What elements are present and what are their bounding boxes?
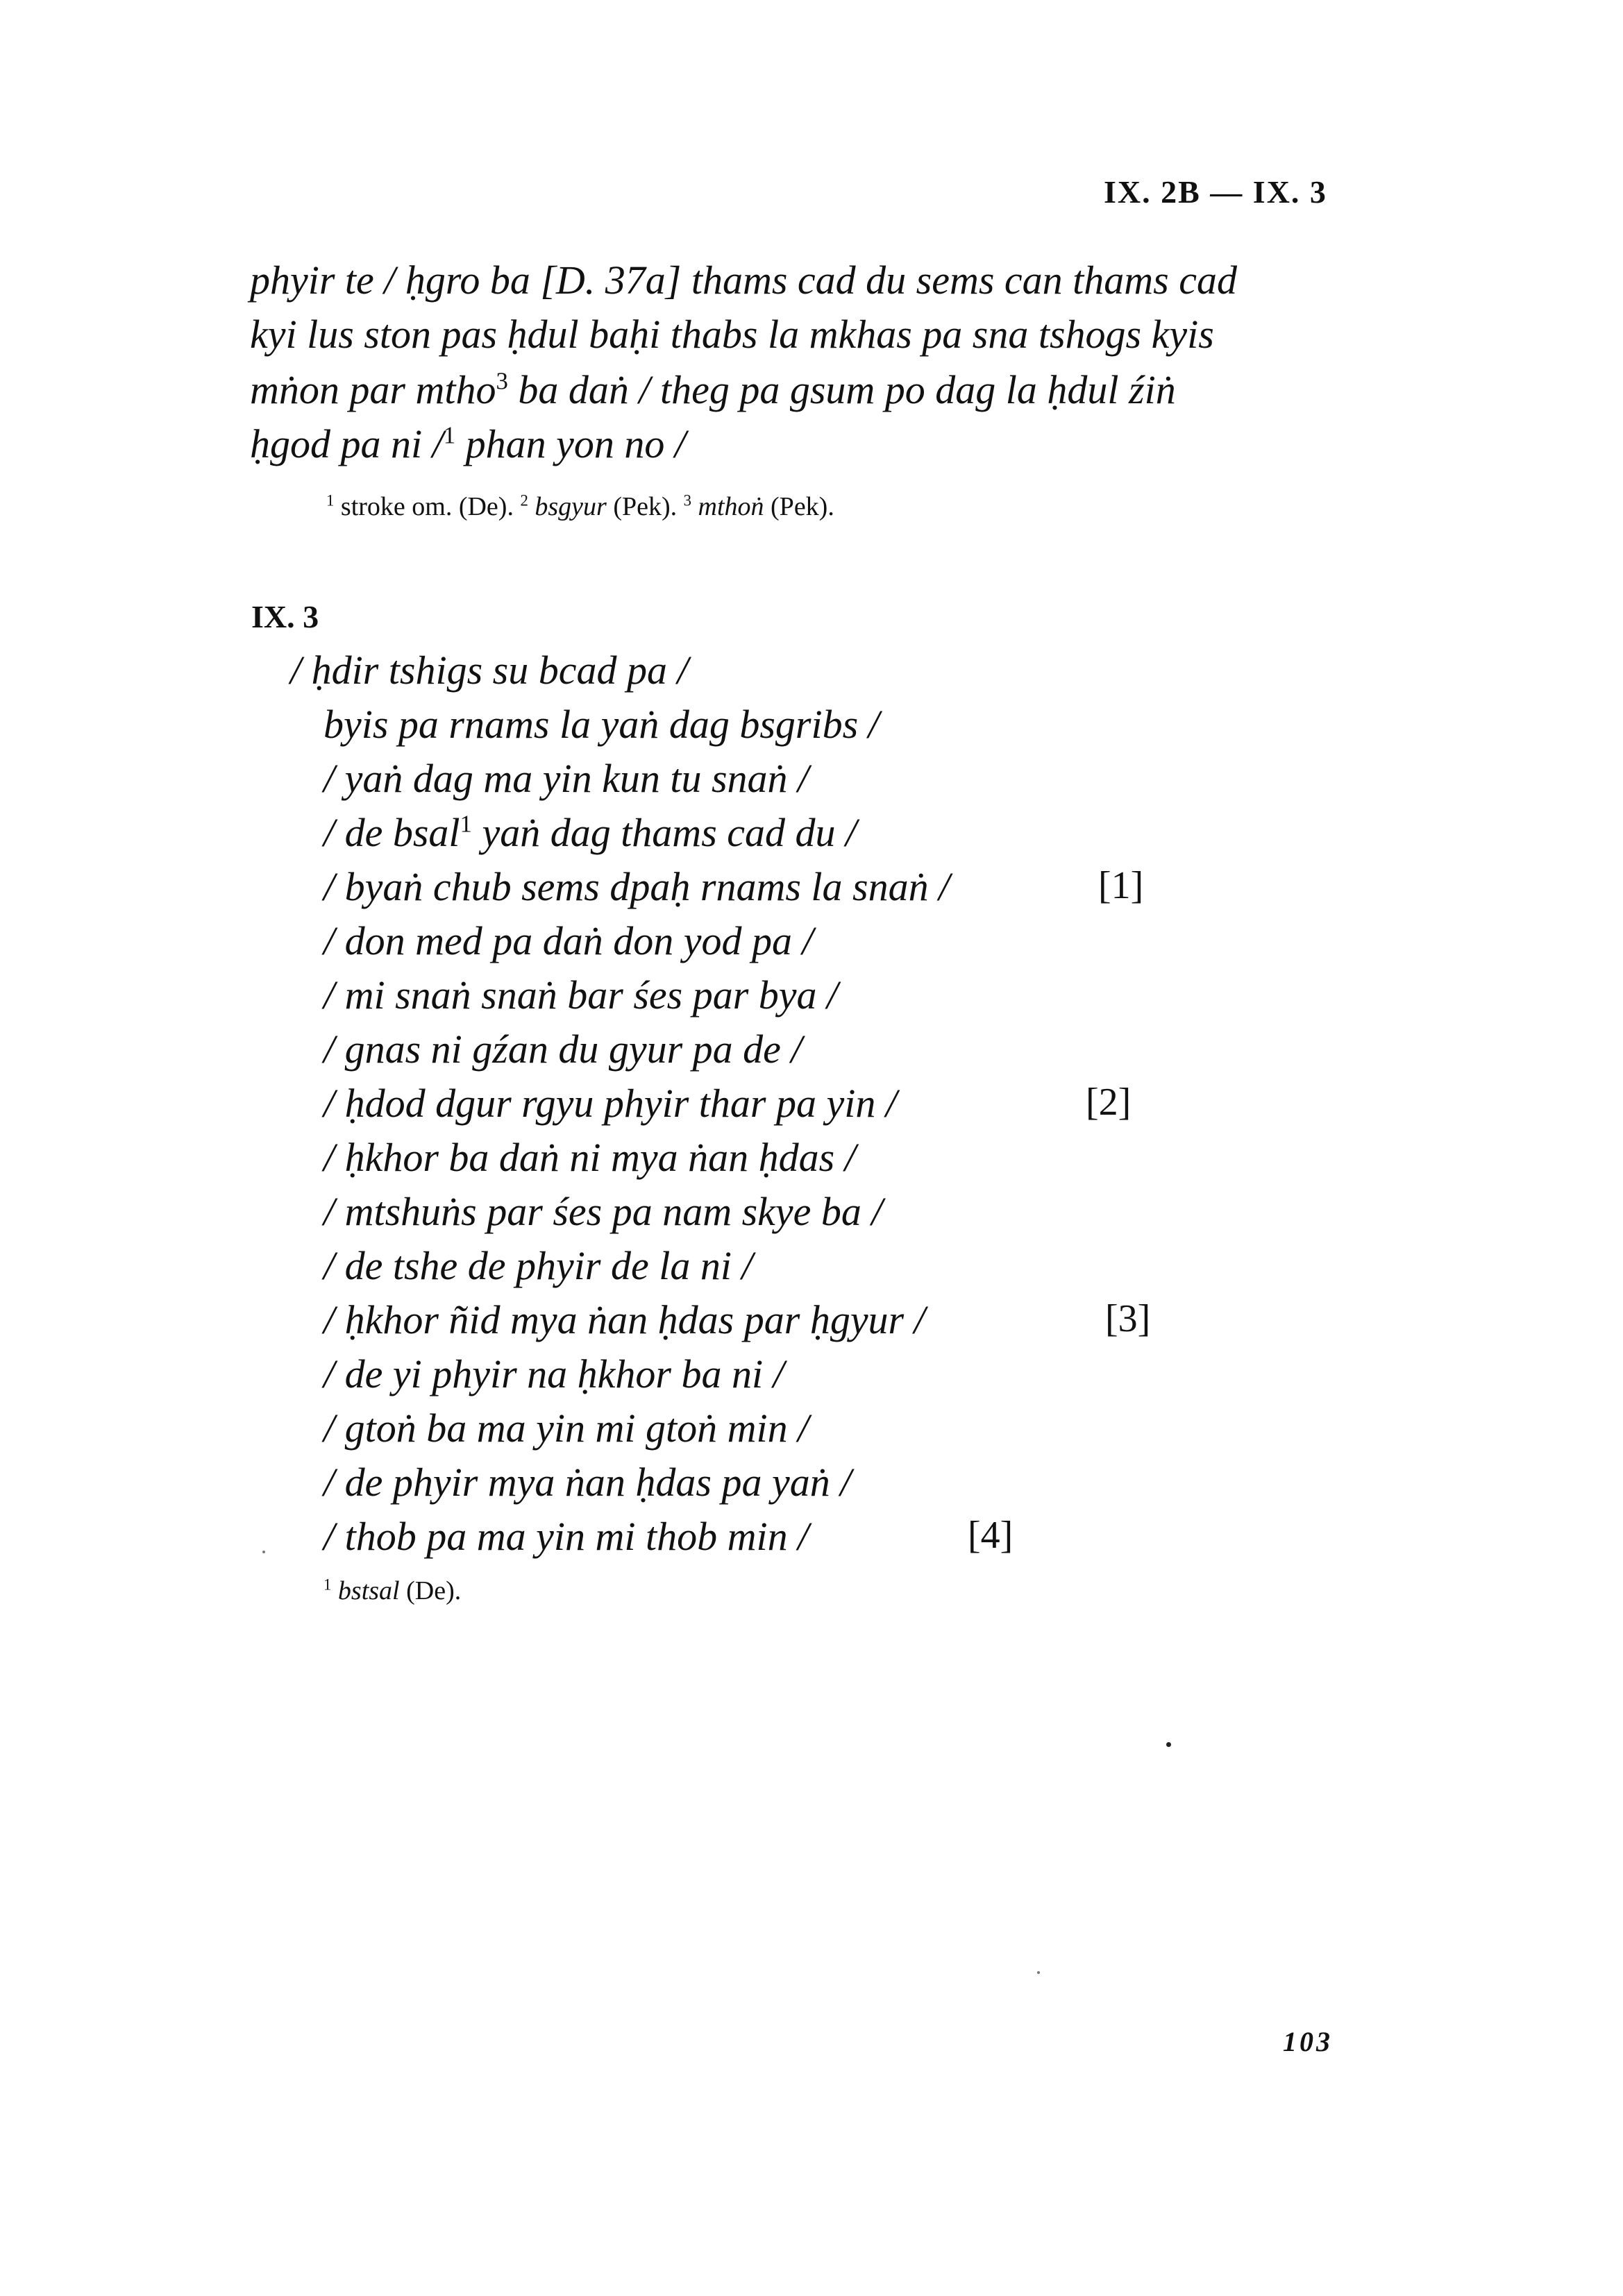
- verse-line: / de phyir mya ṅan ḥdas pa yaṅ /: [323, 1460, 852, 1505]
- speck: [262, 1551, 265, 1553]
- footnotes-block-1: $^1$ stroke om. (De). $^2$ bsgyur (Pek). $^3$ mthoṅ (Pek).: [326, 491, 834, 521]
- speck: [1037, 1971, 1040, 1974]
- verse-line: / de tshe de phyir de la ni /: [323, 1243, 753, 1288]
- paragraph-line-3: mṅon par mtho$^3$ ba daṅ / theg pa gsum po dag la ḥdul źiṅ: [250, 367, 1176, 412]
- verse-number: [3]: [1105, 1297, 1151, 1340]
- verse-number: [2]: [1086, 1081, 1132, 1124]
- verse-line: / byaṅ chub sems dpaḥ rnams la snaṅ /: [323, 864, 950, 909]
- paragraph-line-4: ḥgod pa ni /$^1$ phan yon no /: [250, 421, 686, 466]
- verse-number: [1]: [1098, 864, 1144, 907]
- footnote-block-2: $^1$ bstsal (De).: [323, 1576, 462, 1605]
- verse-line: / ḥkhor ba daṅ ni mya ṅan ḥdas /: [323, 1135, 856, 1180]
- verse-line: / gtoṅ ba ma yin mi gtoṅ min /: [323, 1406, 809, 1451]
- verse-line: / don med pa daṅ don yod pa /: [323, 918, 814, 963]
- verse-line: / de bsal$^1$ yaṅ dag thams cad du /: [323, 810, 857, 855]
- verse-line-intro: / ḥdir tshigs su bcad pa /: [290, 648, 689, 693]
- verse-line: / de yi phyir na ḥkhor ba ni /: [323, 1351, 784, 1396]
- verse-line: / ḥkhor ñid mya ṅan ḥdas par ḥgyur /: [323, 1297, 925, 1342]
- running-head: IX. 2B — IX. 3: [1104, 174, 1327, 210]
- verse-line: / ḥdod dgur rgyu phyir thar pa yin /: [323, 1081, 897, 1126]
- verse-line: / yaṅ dag ma yin kun tu snaṅ /: [323, 756, 809, 801]
- paragraph-line-2: kyi lus ston pas ḥdul baḥi thabs la mkhas pa sna tshogs kyis: [250, 312, 1214, 357]
- section-title: IX. 3: [251, 599, 319, 634]
- speck: [1166, 1742, 1171, 1747]
- page-number: 103: [1283, 2026, 1333, 2057]
- verse-line: / mtshuṅs par śes pa nam skye ba /: [323, 1189, 883, 1234]
- verse-line: / thob pa ma yin mi thob min /: [323, 1514, 809, 1559]
- paragraph-line-1: phyir te / ḥgro ba [D. 37a] thams cad du sems can thams cad: [250, 258, 1237, 303]
- verse-line: / gnas ni gźan du gyur pa de /: [323, 1027, 802, 1072]
- verse-line: / mi snaṅ snaṅ bar śes par bya /: [323, 972, 839, 1018]
- verse-number: [4]: [968, 1514, 1014, 1557]
- verse-line: byis pa rnams la yaṅ dag bsgribs /: [323, 702, 880, 747]
